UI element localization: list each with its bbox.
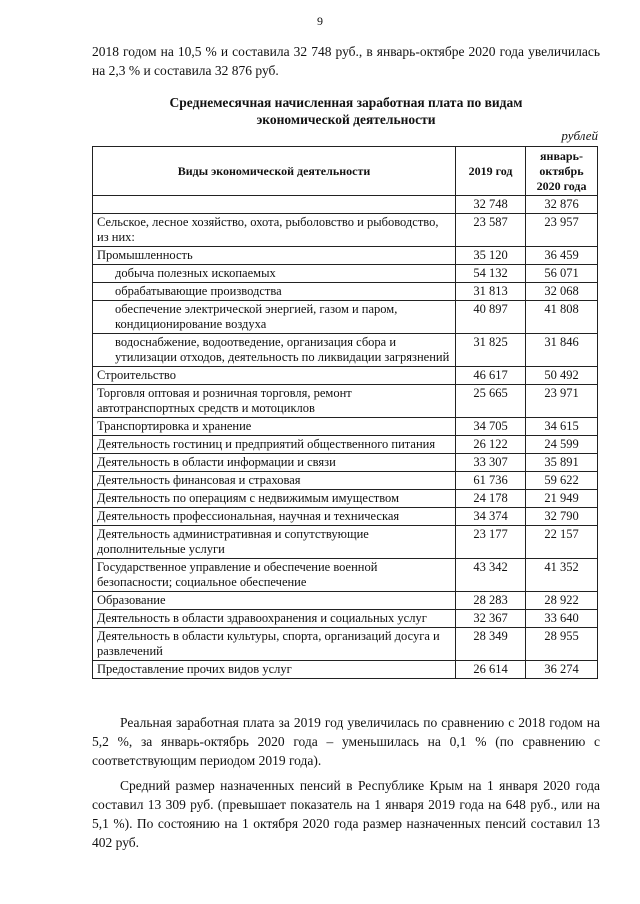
value-2019-cell: 61 736 [456,472,526,490]
table-row [93,334,598,367]
table-header-row [93,147,598,196]
intro-paragraph [92,42,600,80]
activity-cell: добыча полезных ископаемых [93,265,456,283]
table-row [93,247,598,265]
value-2019-cell: 32 748 [456,196,526,214]
activity-cell: Деятельность в области информации и связи [93,454,456,472]
value-2019-cell: 43 342 [456,559,526,592]
value-2019-cell: 25 665 [456,385,526,418]
activity-cell: Деятельность в области здравоохранения и социальных услуг [93,610,456,628]
value-2020-cell: 34 615 [526,418,598,436]
table-title-line-2: экономической деятельности [256,112,436,127]
table-title [92,94,600,128]
value-2020-cell: 32 790 [526,508,598,526]
value-2019-cell: 54 132 [456,265,526,283]
value-2019-cell: 35 120 [456,247,526,265]
value-2020-cell: 23 957 [526,214,598,247]
value-2020-cell: 28 955 [526,628,598,661]
value-2020-cell: 36 274 [526,661,598,679]
value-2019-cell: 26 122 [456,436,526,454]
table-row [93,610,598,628]
value-2019-cell: 46 617 [456,367,526,385]
activity-cell: Торговля оптовая и розничная торговля, ремонт автотранспортных средств и мотоциклов [93,385,456,418]
header-2019: 2019 год [456,147,526,196]
value-2020-cell: 56 071 [526,265,598,283]
table-row [93,418,598,436]
table-row [93,196,598,214]
table-row [93,508,598,526]
table-title-line-1: Среднемесячная начисленная заработная плата по видам [169,95,523,110]
activity-cell: Транспортировка и хранение [93,418,456,436]
activity-cell: водоснабжение, водоотведение, организация сбора и утилизации отходов, деятельность по ликвидации загрязнений [93,334,456,367]
value-2020-cell: 21 949 [526,490,598,508]
value-2020-cell: 36 459 [526,247,598,265]
value-2020-cell: 59 622 [526,472,598,490]
value-2020-cell: 50 492 [526,367,598,385]
table-row [93,283,598,301]
value-2020-cell: 31 846 [526,334,598,367]
activity-cell [93,196,456,214]
value-2020-cell: 32 068 [526,283,598,301]
value-2020-cell: 33 640 [526,610,598,628]
table-row [93,301,598,334]
table-row [93,526,598,559]
activity-cell: Образование [93,592,456,610]
value-2020-cell: 41 808 [526,301,598,334]
value-2020-cell: 41 352 [526,559,598,592]
activity-cell: Промышленность [93,247,456,265]
value-2019-cell: 34 374 [456,508,526,526]
value-2019-cell: 24 178 [456,490,526,508]
table-row [93,661,598,679]
table-row [93,265,598,283]
table-row [93,385,598,418]
value-2019-cell: 33 307 [456,454,526,472]
value-2019-cell: 32 367 [456,610,526,628]
table-row [93,628,598,661]
value-2020-cell: 28 922 [526,592,598,610]
activity-cell: Предоставление прочих видов услуг [93,661,456,679]
activity-cell: Деятельность финансовая и страховая [93,472,456,490]
value-2019-cell: 40 897 [456,301,526,334]
page-number: 9 [317,14,323,28]
value-2019-cell: 34 705 [456,418,526,436]
activity-cell: Деятельность по операциям с недвижимым имуществом [93,490,456,508]
activity-cell: обрабатывающие производства [93,283,456,301]
table-row [93,367,598,385]
outro-paragraph-1: Реальная заработная плата за 2019 год увеличилась по сравнению с 2018 годом на 5,2 %, за январь-октябрь 2020 года – уменьшилась на 0,1 % (по сравнению с соответствующим периодом 2019 года). [92,715,600,768]
value-2020-cell: 22 157 [526,526,598,559]
value-2019-cell: 23 587 [456,214,526,247]
value-2019-cell: 31 825 [456,334,526,367]
value-2019-cell: 31 813 [456,283,526,301]
table-row [93,490,598,508]
activity-cell: Деятельность в области культуры, спорта, организаций досуга и развлечений [93,628,456,661]
header-2020: январь-октябрь 2020 года [526,147,598,196]
table-row [93,559,598,592]
activity-cell: Деятельность профессиональная, научная и техническая [93,508,456,526]
intro-text: 2018 годом на 10,5 % и составила 32 748 руб., в январь-октябре 2020 года увеличилась на 2,3 % и составила 32 876 руб. [92,44,600,78]
header-activity: Виды экономической деятельности [93,147,456,196]
value-2020-cell: 32 876 [526,196,598,214]
value-2020-cell: 23 971 [526,385,598,418]
table-row [93,592,598,610]
value-2019-cell: 28 283 [456,592,526,610]
value-2020-cell: 35 891 [526,454,598,472]
table-row [93,436,598,454]
activity-cell: обеспечение электрической энергией, газом и паром, кондиционирование воздуха [93,301,456,334]
value-2019-cell: 23 177 [456,526,526,559]
table-row [93,454,598,472]
value-2020-cell: 24 599 [526,436,598,454]
activity-cell: Государственное управление и обеспечение военной безопасности; социальное обеспечение [93,559,456,592]
activity-cell: Строительство [93,367,456,385]
activity-cell: Сельское, лесное хозяйство, охота, рыболовство и рыбоводство, из них: [93,214,456,247]
table-unit: рублей [561,128,598,143]
wages-table [92,146,598,679]
table-row [93,472,598,490]
table-row [93,214,598,247]
table-body [93,196,598,679]
activity-cell: Деятельность гостиниц и предприятий общественного питания [93,436,456,454]
value-2019-cell: 28 349 [456,628,526,661]
outro [92,713,600,858]
value-2019-cell: 26 614 [456,661,526,679]
activity-cell: Деятельность административная и сопутствующие дополнительные услуги [93,526,456,559]
outro-paragraph-2: Средний размер назначенных пенсий в Республике Крым на 1 января 2020 года составил 13 309 руб. (превышает показатель на 1 января 2019 года на 648 руб., или на 5,1 %). По состоянию на 1 октября 2020 года размер назначенных пенсий составил 13 402 руб. [92,778,600,850]
